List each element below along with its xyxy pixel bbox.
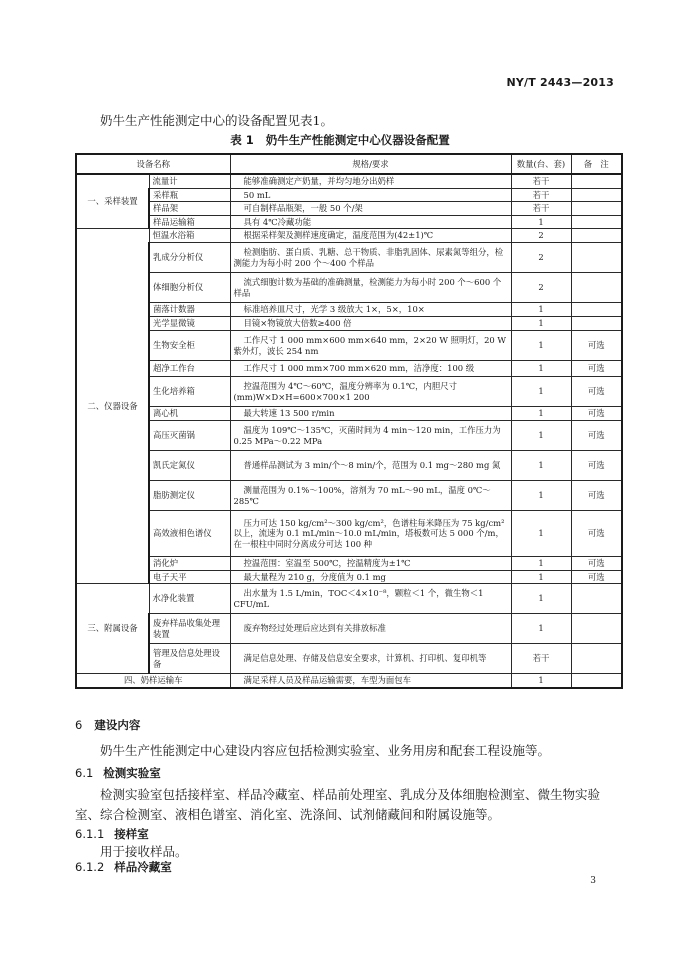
equipment-spec: 流式细胞计数为基础的准确测量，检测能力为每小时 200 个～600 个样品	[230, 273, 511, 303]
equipment-quantity: 1	[511, 317, 571, 331]
equipment-name: 乳成分分析仪	[149, 243, 230, 273]
equipment-spec: 控温范围：室温至 500℃，控温精度为±1℃	[230, 557, 511, 571]
equipment-note: 可选	[571, 407, 622, 421]
equipment-note	[571, 584, 622, 614]
equipment-quantity: 1	[511, 215, 571, 229]
table-row	[76, 188, 622, 202]
equipment-note	[571, 674, 622, 688]
equipment-note: 可选	[571, 570, 622, 584]
equipment-note	[571, 215, 622, 229]
equipment-name: 采样瓶	[149, 188, 230, 202]
standard-code: NY/T 2443—2013	[506, 76, 614, 89]
equipment-spec: 最大转速 13 500 r/min	[230, 407, 511, 421]
equipment-name: 菌落计数器	[149, 303, 230, 317]
table-row	[76, 570, 622, 584]
equipment-quantity: 1	[511, 674, 571, 688]
table-row	[76, 584, 622, 614]
table-row	[76, 377, 622, 407]
equipment-note: 可选	[571, 511, 622, 557]
equipment-spec: 控温范围为 4℃～60℃，温度分辨率为 0.1℃，内胆尺寸(mm)W×D×H=600×700×1 200	[230, 377, 511, 407]
section-number: 6.1	[75, 766, 94, 780]
table-row	[76, 451, 622, 481]
table-row	[76, 215, 622, 229]
equipment-note	[571, 303, 622, 317]
table-row	[76, 511, 622, 557]
equipment-spec: 目镜×物镜放大倍数≥400 倍	[230, 317, 511, 331]
equipment-quantity: 1	[511, 481, 571, 511]
section-title: 样品冷藏室	[114, 860, 172, 874]
equipment-spec: 最大量程为 210 g，分度值为 0.1 mg	[230, 570, 511, 584]
equipment-quantity: 若干	[511, 202, 571, 216]
equipment-note	[571, 243, 622, 273]
header-quantity: 数量(台、套)	[511, 154, 571, 174]
equipment-spec: 废弃物经过处理后应达到有关排放标准	[230, 614, 511, 644]
equipment-quantity: 1	[511, 361, 571, 377]
equipment-spec: 标准培养皿尺寸，光学 3 级放大 1×，5×，10×	[230, 303, 511, 317]
section-6-1-1-body: 用于接收样品。	[100, 844, 188, 859]
section-number: 6.1.1	[75, 827, 105, 841]
equipment-name: 生物安全柜	[149, 331, 230, 361]
equipment-name: 恒温水浴箱	[149, 229, 230, 243]
equipment-name: 样品架	[149, 202, 230, 216]
equipment-name: 生化培养箱	[149, 377, 230, 407]
equipment-quantity: 1	[511, 557, 571, 571]
page-number: 3	[590, 876, 596, 886]
equipment-note: 可选	[571, 481, 622, 511]
table-row	[76, 243, 622, 273]
equipment-note: 可选	[571, 331, 622, 361]
table-row	[76, 674, 622, 688]
table-row	[76, 407, 622, 421]
equipment-name: 高效液相色谱仪	[149, 511, 230, 557]
equipment-spec: 温度为 109℃～135℃，灭菌时间为 4 min～120 min，工作压力为 0.25 MPa～0.22 MPa	[230, 421, 511, 451]
equipment-note: 可选	[571, 557, 622, 571]
table-row	[76, 557, 622, 571]
equipment-name: 流量计	[149, 174, 230, 188]
equipment-name: 光学显微镜	[149, 317, 230, 331]
equipment-spec: 工作尺寸 1 000 mm×700 mm×620 mm，洁净度：100 级	[230, 361, 511, 377]
equipment-spec: 普通样品测试为 3 min/个～8 min/个，范围为 0.1 mg～280 mg 氮	[230, 451, 511, 481]
section-6-body: 奶牛生产性能测定中心建设内容应包括检测实验室、业务用房和配套工程设施等。	[100, 743, 551, 758]
equipment-note	[571, 229, 622, 243]
section-6-1-heading	[75, 765, 161, 781]
table-row	[76, 644, 622, 674]
equipment-note	[571, 188, 622, 202]
equipment-note: 可选	[571, 451, 622, 481]
equipment-spec: 可自制样品瓶架，一般 50 个/架	[230, 202, 511, 216]
equipment-quantity: 1	[511, 451, 571, 481]
equipment-note: 可选	[571, 361, 622, 377]
table-row	[76, 202, 622, 216]
table-row	[76, 481, 622, 511]
equipment-name: 管理及信息处理设备	[149, 644, 230, 674]
section-title: 检测实验室	[103, 766, 161, 780]
equipment-name: 超净工作台	[149, 361, 230, 377]
header-equipment-name: 设备名称	[76, 154, 230, 174]
equipment-quantity: 1	[511, 570, 571, 584]
equipment-note	[571, 644, 622, 674]
section-6-1-body: 检测实验室包括接样室、样品冷藏室、样品前处理室、乳成分及体细胞检测室、微生物实验室、综合检测室、液相色谱室、消化室、洗涤间、试剂储藏间和附属设施等。	[75, 787, 601, 822]
equipment-quantity: 若干	[511, 644, 571, 674]
table-row	[76, 331, 622, 361]
table-header-row	[76, 154, 622, 174]
equipment-table	[75, 153, 623, 689]
table-row	[76, 303, 622, 317]
table-caption-label: 表 1	[230, 133, 254, 147]
category-cell: 四、奶样运输车	[76, 674, 230, 688]
equipment-name: 消化炉	[149, 557, 230, 571]
table-row	[76, 421, 622, 451]
equipment-quantity: 1	[511, 614, 571, 644]
equipment-name: 样品运输箱	[149, 215, 230, 229]
equipment-quantity: 1	[511, 421, 571, 451]
equipment-note	[571, 614, 622, 644]
section-6-heading	[75, 717, 140, 733]
equipment-note	[571, 202, 622, 216]
table-caption-title: 奶牛生产性能测定中心仪器设备配置	[265, 133, 450, 147]
equipment-quantity: 若干	[511, 174, 571, 188]
equipment-note	[571, 273, 622, 303]
equipment-spec: 出水量为 1.5 L/min，TOC＜4×10⁻⁸，颗粒＜1 个，微生物＜1 CFU/mL	[230, 584, 511, 614]
table-row	[76, 361, 622, 377]
equipment-name: 电子天平	[149, 570, 230, 584]
header-note: 备 注	[571, 154, 622, 174]
equipment-quantity: 1	[511, 407, 571, 421]
equipment-spec: 满足信息处理、存储及信息安全要求，计算机、打印机、复印机等	[230, 644, 511, 674]
section-title: 建设内容	[94, 718, 141, 732]
equipment-spec: 测量范围为 0.1%～100%，溶剂为 70 mL～90 mL，温度 0℃～285℃	[230, 481, 511, 511]
table-row	[76, 317, 622, 331]
equipment-name: 高压灭菌锅	[149, 421, 230, 451]
equipment-quantity: 2	[511, 229, 571, 243]
equipment-quantity: 1	[511, 303, 571, 317]
intro-paragraph: 奶牛生产性能测定中心的设备配置见表1。	[100, 113, 333, 128]
equipment-name: 废弃样品收集处理装置	[149, 614, 230, 644]
equipment-quantity: 2	[511, 273, 571, 303]
section-6-1-2-heading	[75, 859, 172, 875]
equipment-spec: 压力可达 150 kg/cm²～300 kg/cm²，色谱柱每米降压为 75 kg/cm²以上，流速为 0.1 mL/min～10.0 mL/min，塔板数可达 5 000 个/m，在一根柱中同时分离成分可达 100 种	[230, 511, 511, 557]
category-cell: 一、采样装置	[76, 174, 149, 229]
table-row	[76, 174, 622, 188]
category-cell: 二、仪器设备	[76, 229, 149, 584]
section-number: 6	[75, 718, 83, 732]
equipment-quantity: 1	[511, 511, 571, 557]
section-number: 6.1.2	[75, 860, 105, 874]
category-cell: 三、附属设备	[76, 584, 149, 674]
equipment-spec: 能够准确测定产奶量，并均匀地分出奶样	[230, 174, 511, 188]
equipment-name: 体细胞分析仪	[149, 273, 230, 303]
equipment-name: 凯氏定氮仪	[149, 451, 230, 481]
equipment-spec: 检测脂肪、蛋白质、乳糖、总干物质、非脂乳固体、尿素氮等组分，检测能力为每小时 200 个～400 个样品	[230, 243, 511, 273]
equipment-quantity: 若干	[511, 188, 571, 202]
equipment-spec: 工作尺寸 1 000 mm×600 mm×640 mm，2×20 W 照明灯，20 W 紫外灯，波长 254 nm	[230, 331, 511, 361]
equipment-quantity: 1	[511, 377, 571, 407]
table-row	[76, 229, 622, 243]
equipment-name: 离心机	[149, 407, 230, 421]
equipment-spec: 根据采样架及测样速度确定，温度范围为(42±1)℃	[230, 229, 511, 243]
table-caption	[0, 132, 680, 148]
equipment-quantity: 2	[511, 243, 571, 273]
header-spec: 规格/要求	[230, 154, 511, 174]
table-row	[76, 273, 622, 303]
equipment-spec: 满足采样人员及样品运输需要，车型为面包车	[230, 674, 511, 688]
equipment-name: 脂肪测定仪	[149, 481, 230, 511]
table-row	[76, 614, 622, 644]
equipment-note	[571, 174, 622, 188]
equipment-name: 水净化装置	[149, 584, 230, 614]
equipment-note	[571, 317, 622, 331]
section-6-1-1-heading	[75, 826, 149, 842]
equipment-spec: 具有 4℃冷藏功能	[230, 215, 511, 229]
equipment-note: 可选	[571, 377, 622, 407]
equipment-quantity: 1	[511, 584, 571, 614]
equipment-quantity: 1	[511, 331, 571, 361]
equipment-spec: 50 mL	[230, 188, 511, 202]
equipment-note: 可选	[571, 421, 622, 451]
section-title: 接样室	[114, 827, 149, 841]
